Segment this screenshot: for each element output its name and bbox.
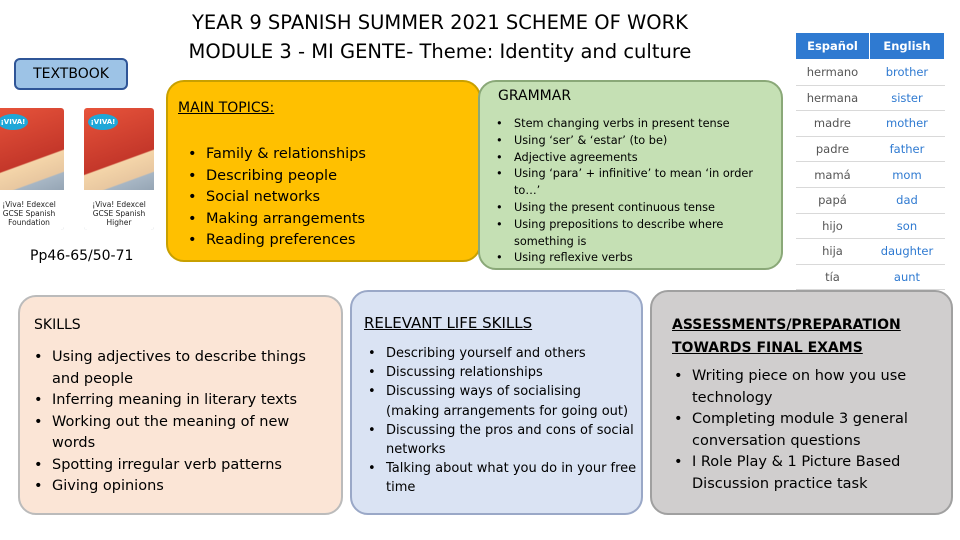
table-row: hija daughter — [796, 239, 945, 265]
main-topics-heading: MAIN TOPICS: — [178, 100, 275, 116]
vocab-header-spanish: Español — [796, 33, 870, 60]
table-row: hermana sister — [796, 85, 945, 111]
table-row: padre father — [796, 136, 945, 162]
list-item: • Social networks — [182, 187, 366, 209]
vocab-table — [795, 32, 945, 290]
list-item: • Stem changing verbs in present tense — [490, 116, 770, 133]
list-item: • Using ‘para’ + infinitive’ to mean ‘in order to…’ — [490, 166, 770, 200]
list-item: • Discussing relationships — [362, 363, 637, 382]
table-row: mamá mom — [796, 162, 945, 188]
assessments-box — [650, 290, 953, 515]
skills-box — [18, 295, 343, 515]
list-item: • Describing people — [182, 166, 366, 188]
list-item: • Making arrangements — [182, 209, 366, 231]
textbook-cover-higher — [84, 108, 154, 230]
title-line-2: MODULE 3 - MI GENTE- Theme: Identity and culture — [188, 40, 692, 63]
list-item: • Family & relationships — [182, 144, 366, 166]
book-title: ¡Viva! Edexcel GCSE Spanish Foundation — [2, 200, 56, 227]
list-item: • Spotting irregular verb patterns — [28, 455, 328, 477]
title-line-1: YEAR 9 SPANISH SUMMER 2021 SCHEME OF WORK — [192, 11, 688, 34]
list-item: • Working out the meaning of new words — [28, 412, 328, 455]
textbook-cover-foundation — [0, 108, 64, 230]
table-row: papá dad — [796, 187, 945, 213]
list-item: • Using adjectives to describe things and people — [28, 347, 328, 390]
viva-logo: ¡VIVA! — [88, 114, 118, 130]
grammar-heading: GRAMMAR — [498, 88, 572, 104]
life-skills-box — [350, 290, 643, 515]
table-row: hermano brother — [796, 60, 945, 86]
list-item: • Using reflexive verbs — [490, 250, 770, 267]
textbook-pages: Pp46-65/50-71 — [30, 248, 134, 264]
table-row: madre mother — [796, 111, 945, 137]
table-row: hijo son — [796, 213, 945, 239]
vocab-header-english: English — [869, 33, 944, 60]
page-title — [150, 8, 730, 66]
textbook-label: TEXTBOOK — [14, 58, 128, 90]
assessments-heading: ASSESSMENTS/PREPARATION TOWARDS FINAL EXAMS — [672, 317, 901, 356]
list-item: • Completing module 3 general conversation questions — [668, 409, 938, 452]
main-topics-list — [182, 144, 366, 252]
list-item: • Adjective agreements — [490, 150, 770, 167]
table-row: tía aunt — [796, 264, 945, 290]
main-topics-box — [166, 80, 481, 262]
grammar-list — [490, 116, 770, 267]
list-item: • I Role Play & 1 Picture Based Discussion practice task — [668, 452, 938, 495]
book-title: ¡Viva! Edexcel GCSE Spanish Higher — [92, 200, 146, 227]
skills-list — [28, 347, 328, 498]
grammar-box — [478, 80, 783, 270]
life-skills-list — [362, 344, 637, 498]
list-item: • Using prepositions to describe where something is — [490, 217, 770, 251]
viva-logo: ¡VIVA! — [0, 114, 28, 130]
life-skills-heading: RELEVANT LIFE SKILLS — [364, 314, 533, 332]
list-item: • Inferring meaning in literary texts — [28, 390, 328, 412]
list-item: • Describing yourself and others — [362, 344, 637, 363]
list-item: • Using the present continuous tense — [490, 200, 770, 217]
list-item: • Talking about what you do in your free time — [362, 459, 637, 497]
assessments-list — [668, 366, 938, 495]
list-item: • Discussing the pros and cons of social networks — [362, 421, 637, 459]
list-item: • Reading preferences — [182, 230, 366, 252]
list-item: • Writing piece on how you use technology — [668, 366, 938, 409]
list-item: • Using ‘ser’ & ‘estar’ (to be) — [490, 133, 770, 150]
skills-heading: SKILLS — [34, 317, 81, 333]
list-item: • Discussing ways of socialising (making arrangements for going out) — [362, 382, 637, 420]
list-item: • Giving opinions — [28, 476, 328, 498]
